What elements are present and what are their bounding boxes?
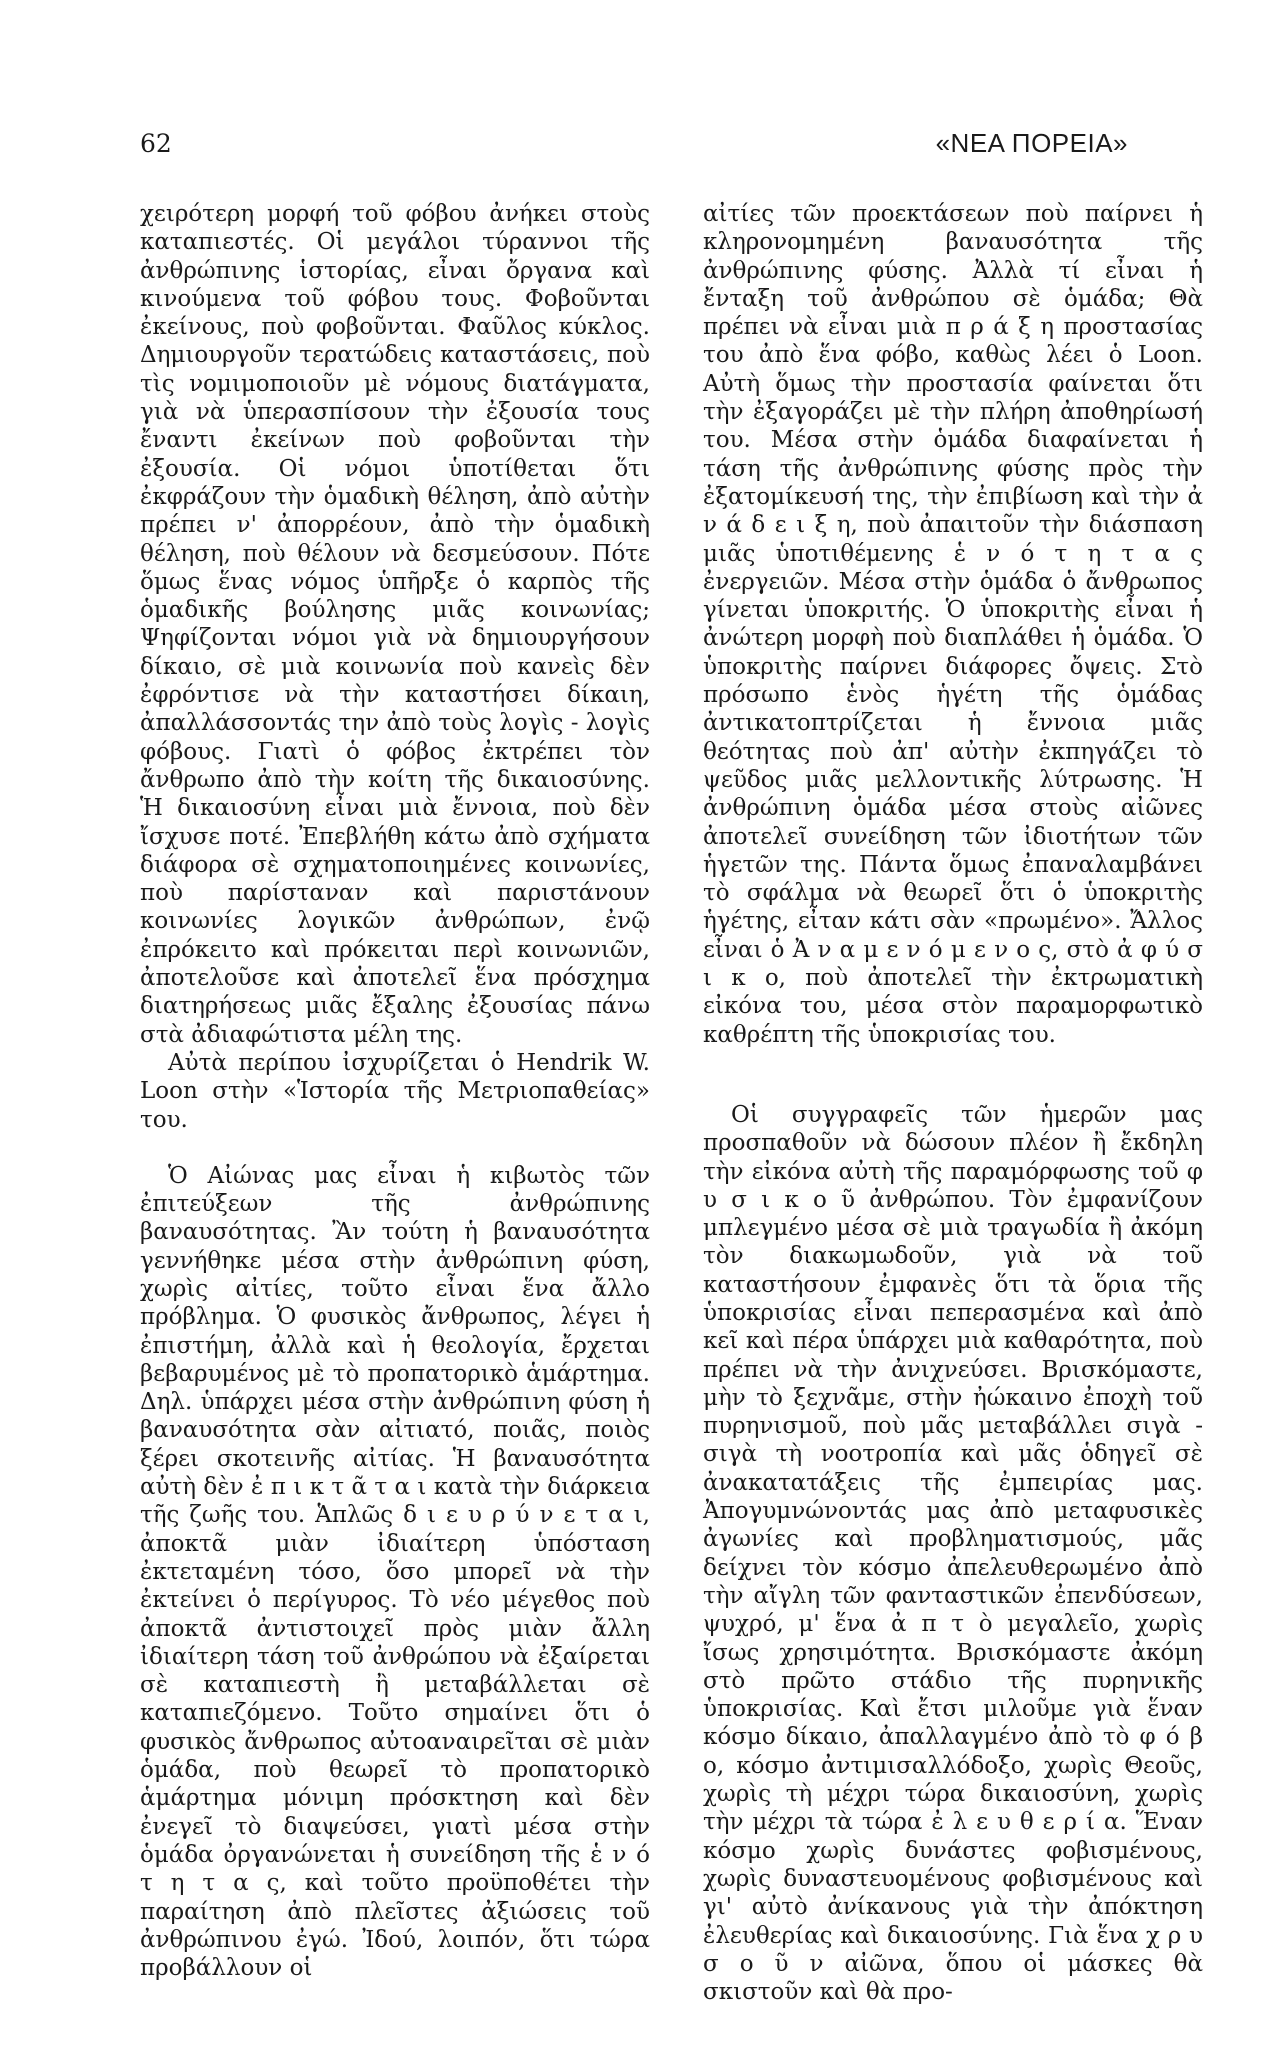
page-header [140, 128, 1128, 159]
left-column [140, 200, 650, 1982]
page-number: 62 [140, 129, 172, 158]
journal-title: «ΝΕΑ ΠΟΡΕΙΑ» [935, 128, 1128, 158]
right-column [703, 200, 1203, 2006]
paragraph: Οἱ συγγραφεῖς τῶν ἡμερῶν μας προσπαθοῦν νὰ δώσουν πλέον ἢ ἔκδηλη τὴν εἰκόνα αὐτὴ τῆς παραμόρφωσης τοῦ φ υ σ ι κ ο ῦ ἀνθρώπου. Τὸν ἐμφανίζουν μπλεγμένο μέσα σὲ μιὰ τραγωδία ἢ ἀκόμη τὸν διακωμωδοῦν, γιὰ νὰ τοῦ καταστήσουν ἐμφανὲς ὅτι τὰ ὅρια τῆς ὑποκρισίας εἶναι πεπερασμένα καὶ ἀπὸ κεῖ καὶ πέρα ὑπάρχει μιὰ καθαρότητα, ποὺ πρέπει νὰ τὴν ἀνιχνεύσει. Βρισκόμαστε, μὴν τὸ ξεχνᾶμε, στὴν ἠώκαινο ἐποχὴ τοῦ πυρηνισμοῦ, ποὺ μᾶς μεταβάλλει σιγὰ - σιγὰ τὴ νοοτροπία καὶ μᾶς ὁδηγεῖ σὲ ἀνακατατάξεις τῆς ἐμπειρίας μας. Ἀπογυμνώνοντάς μας ἀπὸ μεταφυσικὲς ἀγωνίες καὶ προβληματισμούς, μᾶς δείχνει τὸν κόσμο ἀπελευθερωμένο ἀπὸ τὴν αἴγλη τῶν φανταστικῶν ἐπενδύσεων, ψυχρό, μ' ἕνα ἀ π τ ὸ μεγαλεῖο, χωρὶς ἴσως χρησιμότητα. Βρισκόμαστε ἀκόμη στὸ πρῶτο στάδιο τῆς πυρηνικῆς ὑποκρισίας. Καὶ ἔτσι μιλοῦμε γιὰ ἕναν κόσμο δίκαιο, ἀπαλλαγμένο ἀπὸ τὸ φ ό β ο, κόσμο ἀντιμισαλλόδοξο, χωρὶς Θεοῦς, χωρὶς τὴ μέχρι τώρα δικαιοσύνη, χωρὶς τὴν μέχρι τὰ τώρα ἐ λ ε υ θ ε ρ ί α. Ἕναν κόσμο χωρὶς δυνάστες φοβισμένους, χωρὶς δυναστευομένους φοβισμένους καὶ γι' αὐτὸ ἀνίκανους γιὰ τὴν ἀπόκτηση ἐλευθερίας καὶ δικαιοσύνης. Γιὰ ἕνα χ ρ υ σ ο ῦ ν αἰῶνα, ὅπου οἱ μάσκες θὰ σκιστοῦν καὶ θὰ προ- [703, 1101, 1203, 2006]
paragraph: Αὐτὰ περίπου ἰσχυρίζεται ὁ Hendrik W. Loon στὴν «Ἱστορία τῆς Μετριοπαθείας» του. [140, 1049, 650, 1133]
paragraph: αἰτίες τῶν προεκτάσεων ποὺ παίρνει ἡ κληρονομημένη βαναυσότητα τῆς ἀνθρώπινης φύσης. Ἀλλὰ τί εἶναι ἡ ἔνταξη τοῦ ἀνθρώπου σὲ ὁμάδα; Θὰ πρέπει νὰ εἶναι μιὰ π ρ ά ξ η προστασίας του ἀπὸ ἕνα φόβο, καθὼς λέει ὁ Loon. Αὐτὴ ὅμως τὴν προστασία φαίνεται ὅτι τὴν ἐξαγοράζει μὲ τὴν πλήρη ἀποθηρίωσή του. Μέσα στὴν ὁμάδα διαφαίνεται ἡ τάση τῆς ἀνθρώπινης φύσης πρὸς τὴν ἐξατομίκευσή της, τὴν ἐπιβίωση καὶ τὴν ἀ ν ά δ ε ι ξ η, ποὺ ἀπαιτοῦν τὴν διάσπαση μιᾶς ὑποτιθέμενης ἑ ν ό τ η τ α ς ἐνεργειῶν. Μέσα στὴν ὁμάδα ὁ ἄνθρωπος γίνεται ὑποκριτής. Ὁ ὑποκριτὴς εἶναι ἡ ἀνώτερη μορφὴ ποὺ διαπλάθει ἡ ὁμάδα. Ὁ ὑποκριτὴς παίρνει διάφορες ὄψεις. Στὸ πρόσωπο ἑνὸς ἡγέτη τῆς ὁμάδας ἀντικατοπτρίζεται ἡ ἔννοια μιᾶς θεότητας ποὺ ἀπ' αὐτὴν ἐκπηγάζει τὸ ψεῦδος μιᾶς μελλοντικῆς λύτρωσης. Ἡ ἀνθρώπινη ὁμάδα μέσα στοὺς αἰῶνες ἀποτελεῖ συνείδηση τῶν ἰδιοτήτων τῶν ἡγετῶν της. Πάντα ὅμως ἐπαναλαμβάνει τὸ σφάλμα νὰ θεωρεῖ ὅτι ὁ ὑποκριτὴς ἡγέτης, εἶταν κάτι σὰν «πρωμένο». Ἄλλος εἶναι ὁ Ἀ ν α μ ε ν ό μ ε ν ο ς, στὸ ἀ φ ύ σ ι κ ο, ποὺ ἀποτελεῖ τὴν ἐκτρωματικὴ εἰκόνα του, μέσα στὸν παραμορφωτικὸ καθρέπτη τῆς ὑποκρισίας του. [703, 201, 1203, 1048]
paragraph: χειρότερη μορφή τοῦ φόβου ἀνήκει στοὺς καταπιεστές. Οἱ μεγάλοι τύραννοι τῆς ἀνθρώπινης ἱστορίας, εἶναι ὄργανα καὶ κινούμενα τοῦ φόβου τους. Φοβοῦνται ἐκείνους, ποὺ φοβοῦνται. Φαῦλος κύκλος. Δημιουργοῦν τερατώδεις καταστάσεις, ποὺ τὶς νομιμοποιοῦν μὲ νόμους διατάγματα, γιὰ νὰ ὑπερασπίσουν τὴν ἐξουσία τους ἔναντι ἐκείνων ποὺ φοβοῦνται τὴν ἐξουσία. Οἱ νόμοι ὑποτίθεται ὅτι ἐκφράζουν τὴν ὁμαδικὴ θέληση, ἀπὸ αὐτὴν πρέπει ν' ἀπορρέουν, ἀπὸ τὴν ὁμαδικὴ θέληση, ποὺ θέλουν νὰ δεσμεύσουν. Πότε ὅμως ἕνας νόμος ὑπῆρξε ὁ καρπὸς τῆς ὁμαδικῆς βούλησης μιᾶς κοινωνίας; Ψηφίζονται νόμοι γιὰ νὰ δημιουργήσουν δίκαιο, σὲ μιὰ κοινωνία ποὺ κανεὶς δὲν ἐφρόντισε νὰ τὴν καταστήσει δίκαιη, ἀπαλλάσσοντάς την ἀπὸ τοὺς λογὶς - λογὶς φόβους. Γιατὶ ὁ φόβος ἐκτρέπει τὸν ἄνθρωπο ἀπὸ τὴν κοίτη τῆς δικαιοσύνης. Ἡ δικαιοσύνη εἶναι μιὰ ἔννοια, ποὺ δὲν ἴσχυσε ποτέ. Ἐπεβλήθη κάτω ἀπὸ σχήματα διάφορα σὲ σχηματοποιημένες κοινωνίες, ποὺ παρίσταναν καὶ παριστάνουν κοινωνίες λογικῶν ἀνθρώπων, ἐνῷ ἐπρόκειτο καὶ πρόκειται περὶ κοινωνιῶν, ἀποτελοῦσε καὶ ἀποτελεῖ ἕνα πρόσχημα διατηρήσεως μιᾶς ἔξαλης ἐξουσίας πάνω στὰ ἀδιαφώτιστα μέλη της. [140, 201, 650, 1048]
paragraph: Ὁ Αἰώνας μας εἶναι ἡ κιβωτὸς τῶν ἐπιτεύξεων τῆς ἀνθρώπινης βαναυσότητας. Ἂν τούτη ἡ βαναυσότητα γεννήθηκε μέσα στὴν ἀνθρώπινη φύση, χωρὶς αἰτίες, τοῦτο εἶναι ἕνα ἄλλο πρόβλημα. Ὁ φυσικὸς ἄνθρωπος, λέγει ἡ ἐπιστήμη, ἀλλὰ καὶ ἡ θεολογία, ἔρχεται βεβαρυμένος μὲ τὸ προπατορικὸ ἁμάρτημα. Δηλ. ὑπάρχει μέσα στὴν ἀνθρώπινη φύση ἡ βαναυσότητα σὰν αἰτιατό, ποιᾶς, ποιὸς ξέρει σκοτεινῆς αἰτίας. Ἡ βαναυσότητα αὐτὴ δὲν ἐ π ι κ τ ᾶ τ α ι κατὰ τὴν διάρκεια τῆς ζωῆς του. Ἁπλῶς δ ι ε υ ρ ύ ν ε τ α ι, ἀποκτᾶ μιὰν ἰδιαίτερη ὑπόσταση ἐκτεταμένη τόσο, ὅσο μπορεῖ νὰ τὴν ἐκτείνει ὁ περίγυρος. Τὸ νέο μέγεθος ποὺ ἀποκτᾶ ἀντιστοιχεῖ πρὸς μιὰν ἄλλη ἰδιαίτερη τάση τοῦ ἀνθρώπου νὰ ἐξαίρεται σὲ καταπιεστὴ ἢ μεταβάλλεται σὲ καταπιεζόμενο. Τοῦτο σημαίνει ὅτι ὁ φυσικὸς ἄνθρωπος αὐτοαναιρεῖται σὲ μιὰν ὁμάδα, ποὺ θεωρεῖ τὸ προπατορικὸ ἁμάρτημα μόνιμη πρόσκτηση καὶ δὲν ἐνεγεῖ τὸ διαψεύσει, γιατὶ μέσα στὴν ὁμάδα ὀργανώνεται ἡ συνείδηση τῆς ἑ ν ό τ η τ α ς, καὶ τοῦτο προϋποθέτει τὴν παραίτηση ἀπὸ πλεῖστες ἀξιώσεις τοῦ ἀνθρώπινου ἐγώ. Ἰδού, λοιπόν, ὅτι τώρα προβάλλουν οἱ [140, 1162, 650, 1982]
